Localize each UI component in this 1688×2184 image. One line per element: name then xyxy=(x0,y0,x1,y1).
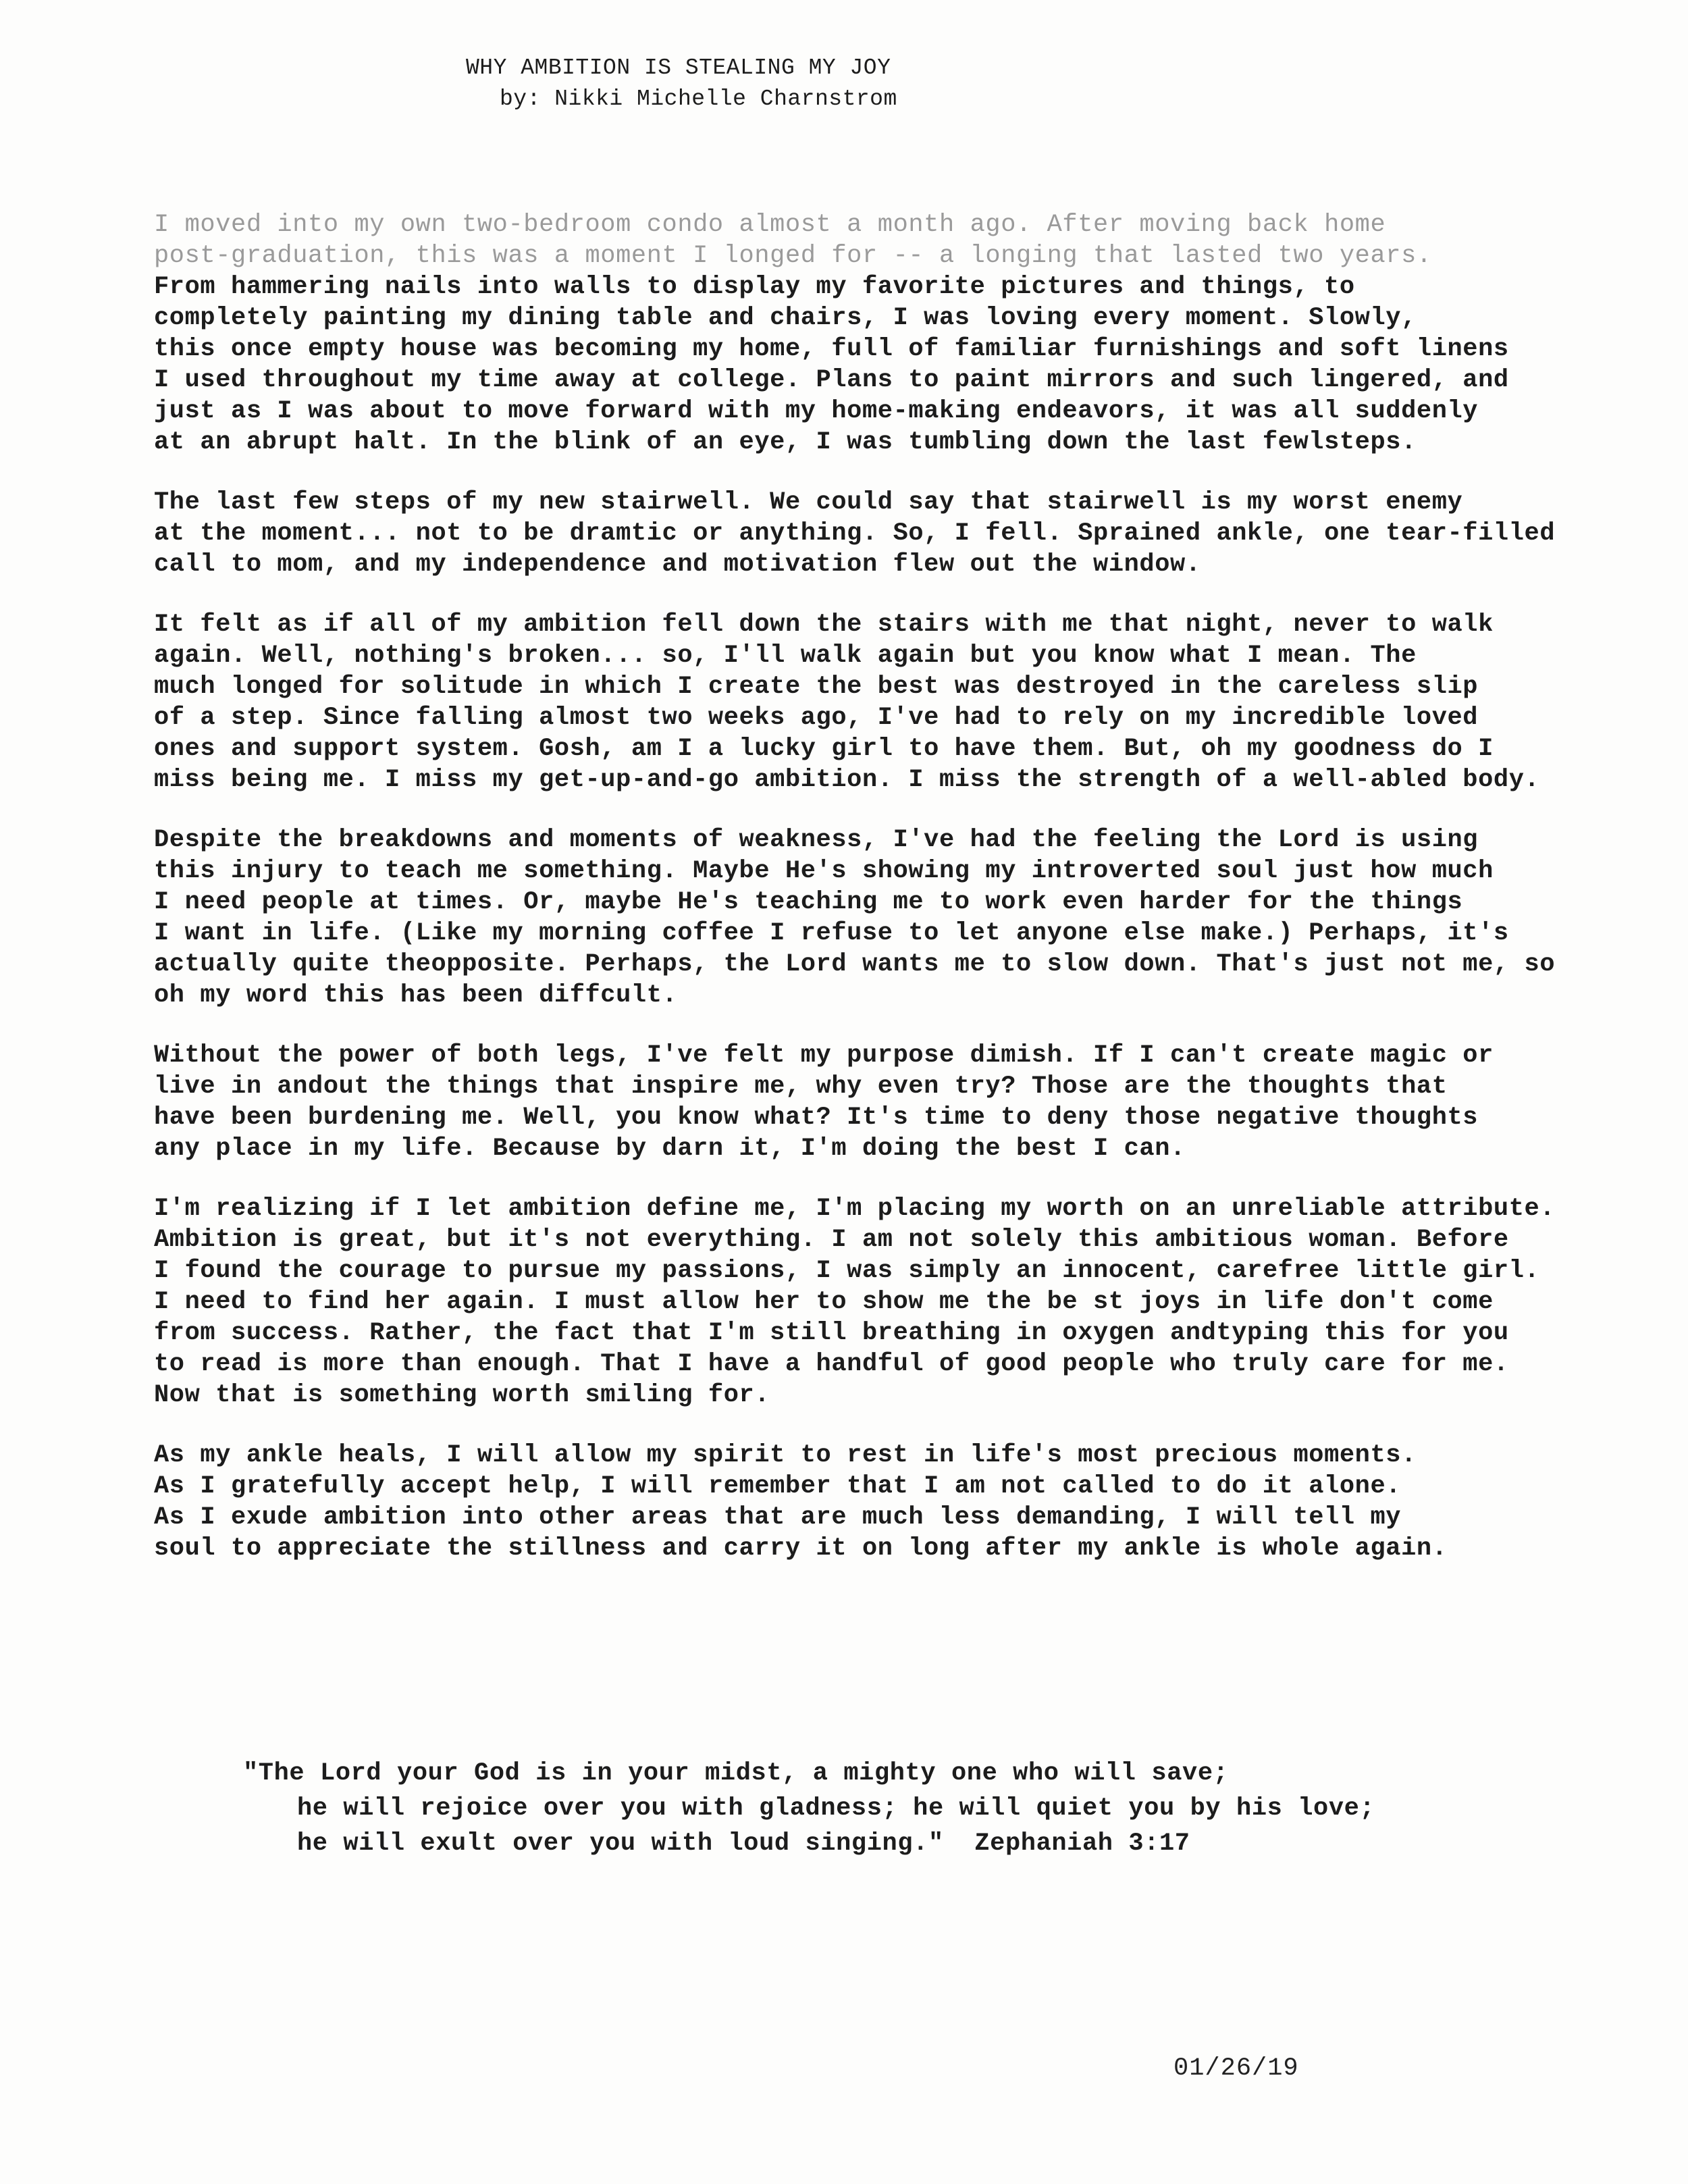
paragraph-line: at an abrupt halt. In the blink of an eye, I was tumbling down the last fewlsteps. xyxy=(154,428,1417,457)
paragraph-line: from success. Rather, the fact that I'm still breathing in oxygen andtyping this for you xyxy=(154,1319,1509,1347)
quote-line: he will rejoice over you with gladness; he will quiet you by his love; xyxy=(297,1794,1375,1823)
paragraph-1 xyxy=(154,209,1666,458)
essay-body xyxy=(154,209,1666,1564)
paragraph-line: I found the courage to pursue my passions, I was simply an innocent, carefree little girl. xyxy=(154,1257,1540,1285)
paragraph-line: As I gratefully accept help, I will remember that I am not called to do it alone. xyxy=(154,1472,1402,1501)
paragraph-line: I'm realizing if I let ambition define me, I'm placing my worth on an unreliable attribute. xyxy=(154,1195,1556,1223)
paragraph-line: completely painting my dining table and chairs, I was loving every moment. Slowly, xyxy=(154,304,1417,332)
paragraph-2 xyxy=(154,487,1666,580)
paragraph-4 xyxy=(154,825,1666,1011)
paragraph-line: Despite the breakdowns and moments of weakness, I've had the feeling the Lord is using xyxy=(154,826,1479,854)
paragraph-line: miss being me. I miss my get-up-and-go ambition. I miss the strength of a well-abled body. xyxy=(154,766,1540,794)
paragraph-line: Without the power of both legs, I've felt my purpose dimish. If I can't create magic or xyxy=(154,1041,1494,1070)
paragraph-line: ones and support system. Gosh, am I a lucky girl to have them. But, oh my goodness do I xyxy=(154,735,1494,763)
paragraph-line: It felt as if all of my ambition fell down the stairs with me that night, never to walk xyxy=(154,610,1494,639)
paragraph-line: again. Well, nothing's broken... so, I'll walk again but you know what I mean. The xyxy=(154,642,1417,670)
date-stamp: 01/26/19 xyxy=(1173,2054,1299,2083)
paragraph-gap xyxy=(154,1411,1666,1440)
paragraph-line: I used throughout my time away at college. Plans to paint mirrors and such lingered, and xyxy=(154,366,1509,394)
quote-line: "The Lord your God is in your midst, a mighty one who will save; xyxy=(243,1759,1229,1788)
paragraph-line: Ambition is great, but it's not everything. I am not solely this ambitious woman. Before xyxy=(154,1226,1509,1254)
paragraph-gap xyxy=(154,580,1666,609)
paragraph-3 xyxy=(154,609,1666,796)
paragraph-line: have been burdening me. Well, you know what? It's time to deny those negative thoughts xyxy=(154,1103,1479,1132)
paragraph-line: As I exude ambition into other areas that are much less demanding, I will tell my xyxy=(154,1503,1402,1532)
paragraph-line: The last few steps of my new stairwell. We could say that stairwell is my worst enemy xyxy=(154,488,1463,517)
document-title: WHY AMBITION IS STEALING MY JOY xyxy=(466,55,891,80)
paragraph-line: of a step. Since falling almost two weeks ago, I've had to rely on my incredible loved xyxy=(154,704,1479,732)
author-byline: by: Nikki Michelle Charnstrom xyxy=(500,86,897,111)
paragraph-6 xyxy=(154,1193,1666,1411)
paragraph-line: to read is more than enough. That I have a handful of good people who truly care for me. xyxy=(154,1350,1509,1378)
paragraph-line: call to mom, and my independence and motivation flew out the window. xyxy=(154,550,1201,579)
paragraph-line: I want in life. (Like my morning coffee I refuse to let anyone else make.) Perhaps, it's xyxy=(154,919,1509,947)
paragraph-line: post-graduation, this was a moment I longed for -- a longing that lasted two years. xyxy=(154,242,1432,270)
paragraph-line: at the moment... not to be dramtic or anything. So, I fell. Sprained ankle, one tear-filled xyxy=(154,519,1556,548)
paragraph-line: much longed for solitude in which I create the best was destroyed in the careless slip xyxy=(154,673,1479,701)
paragraph-line: I need people at times. Or, maybe He's teaching me to work even harder for the things xyxy=(154,888,1463,916)
paragraph-line: actually quite theopposite. Perhaps, the Lord wants me to slow down. That's just not me, so xyxy=(154,950,1556,979)
paragraph-line: From hammering nails into walls to display my favorite pictures and things, to xyxy=(154,273,1355,301)
paragraph-line: just as I was about to move forward with my home-making endeavors, it was all suddenly xyxy=(154,397,1479,425)
paragraph-line: live in andout the things that inspire me, why even try? Those are the thoughts that xyxy=(154,1072,1448,1101)
title-block xyxy=(466,53,897,115)
paragraph-line: oh my word this has been diffcult. xyxy=(154,981,678,1010)
paragraph-5 xyxy=(154,1040,1666,1164)
paragraph-line: any place in my life. Because by darn it, I'm doing the best I can. xyxy=(154,1135,1186,1163)
paragraph-gap xyxy=(154,1164,1666,1193)
paragraph-gap xyxy=(154,796,1666,825)
paragraph-line: this injury to teach me something. Maybe He's showing my introverted soul just how much xyxy=(154,857,1494,885)
paragraph-7 xyxy=(154,1440,1666,1564)
quote-line: he will exult over you with loud singing." Zephaniah 3:17 xyxy=(297,1829,1190,1858)
paragraph-line: As my ankle heals, I will allow my spirit to rest in life's most precious moments. xyxy=(154,1441,1417,1470)
paragraph-line: this once empty house was becoming my home, full of familiar furnishings and soft linens xyxy=(154,335,1509,363)
paragraph-line: I moved into my own two-bedroom condo almost a month ago. After moving back home xyxy=(154,211,1386,239)
scripture-quote xyxy=(243,1756,1375,1861)
paragraph-line: Now that is something worth smiling for. xyxy=(154,1381,770,1409)
paragraph-gap xyxy=(154,458,1666,487)
paragraph-line: soul to appreciate the stillness and carry it on long after my ankle is whole again. xyxy=(154,1534,1448,1563)
paragraph-line: I need to find her again. I must allow her to show me the be st joys in life don't come xyxy=(154,1288,1494,1316)
paragraph-gap xyxy=(154,1011,1666,1040)
